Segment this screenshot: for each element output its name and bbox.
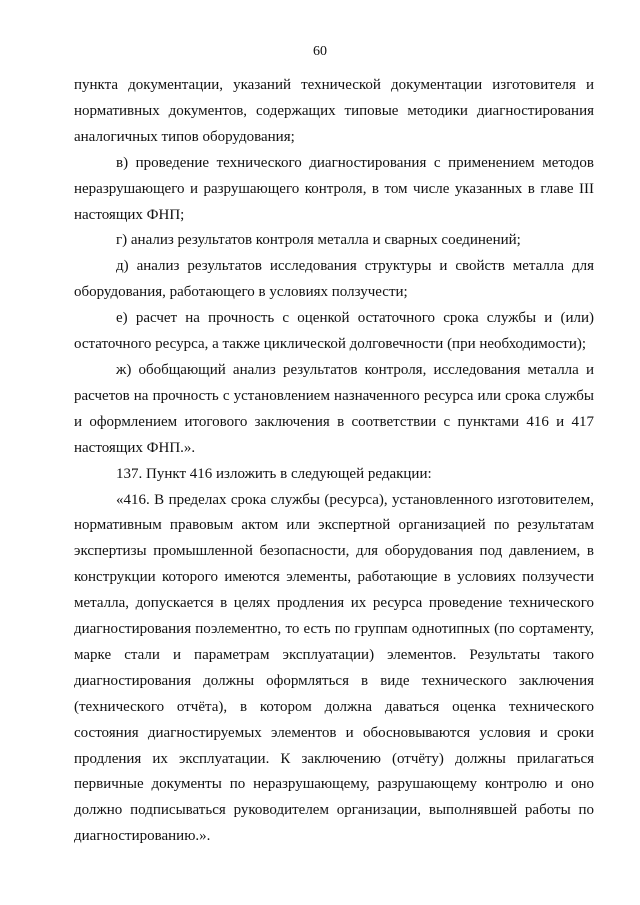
paragraph-item-v: в) проведение технического диагностирования с применением методов неразрушающего и разрушающего контроля, в том числе указанных в главе III настоящих ФНП; <box>74 154 594 223</box>
paragraph-item-e: е) расчет на прочность с оценкой остаточного срока службы и (или) остаточного ресурса, а также циклической долговечности (при необходимости); <box>74 310 594 353</box>
page-number: 60 <box>313 44 327 59</box>
document-body <box>74 73 594 850</box>
paragraph-item-g: г) анализ результатов контроля металла и сварных соединений; <box>116 232 521 249</box>
paragraph-137: 137. Пункт 416 изложить в следующей редакции: <box>116 465 432 482</box>
paragraph-item-zh: ж) обобщающий анализ результатов контроля, исследования металла и расчетов на прочность с установлением назначенного ресурса или срока службы и оформлением итогового заключения в соответствии с пунктами 416 и 417 настоящих ФНП.». <box>74 361 594 456</box>
paragraph-continuation: пункта документации, указаний технической документации изготовителя и нормативных документов, содержащих типовые методики диагностирования аналогичных типов оборудования; <box>74 77 594 145</box>
paragraph-item-d: д) анализ результатов исследования структуры и свойств металла для оборудования, работающего в условиях ползучести; <box>74 258 594 301</box>
paragraph-416: «416. В пределах срока службы (ресурса), установленного изготовителем, нормативным правовым актом или экспертной организацией по результатам экспертизы промышленной безопасности, для оборудования под давлением, в конструкции которого имеются элементы, работающие в условиях ползучести металла, допускается в целях продления их ресурса проведение технического диагностирования поэлементно, то есть по группам однотипных (по сортаменту, марке стали и параметрам эксплуатации) элементов. Результаты такого диагностирования должны оформляться в виде технического заключения (технического отчёта), в котором должна даваться оценка технического состояния диагностируемых элементов и обосновываются условия и сроки продления их эксплуатации. К заключению (отчёту) должны прилагаться первичные документы по неразрушающему, разрушающему контролю и оно должно подписываться руководителем организации, выполнявшей работы по диагностированию.». <box>74 491 594 845</box>
